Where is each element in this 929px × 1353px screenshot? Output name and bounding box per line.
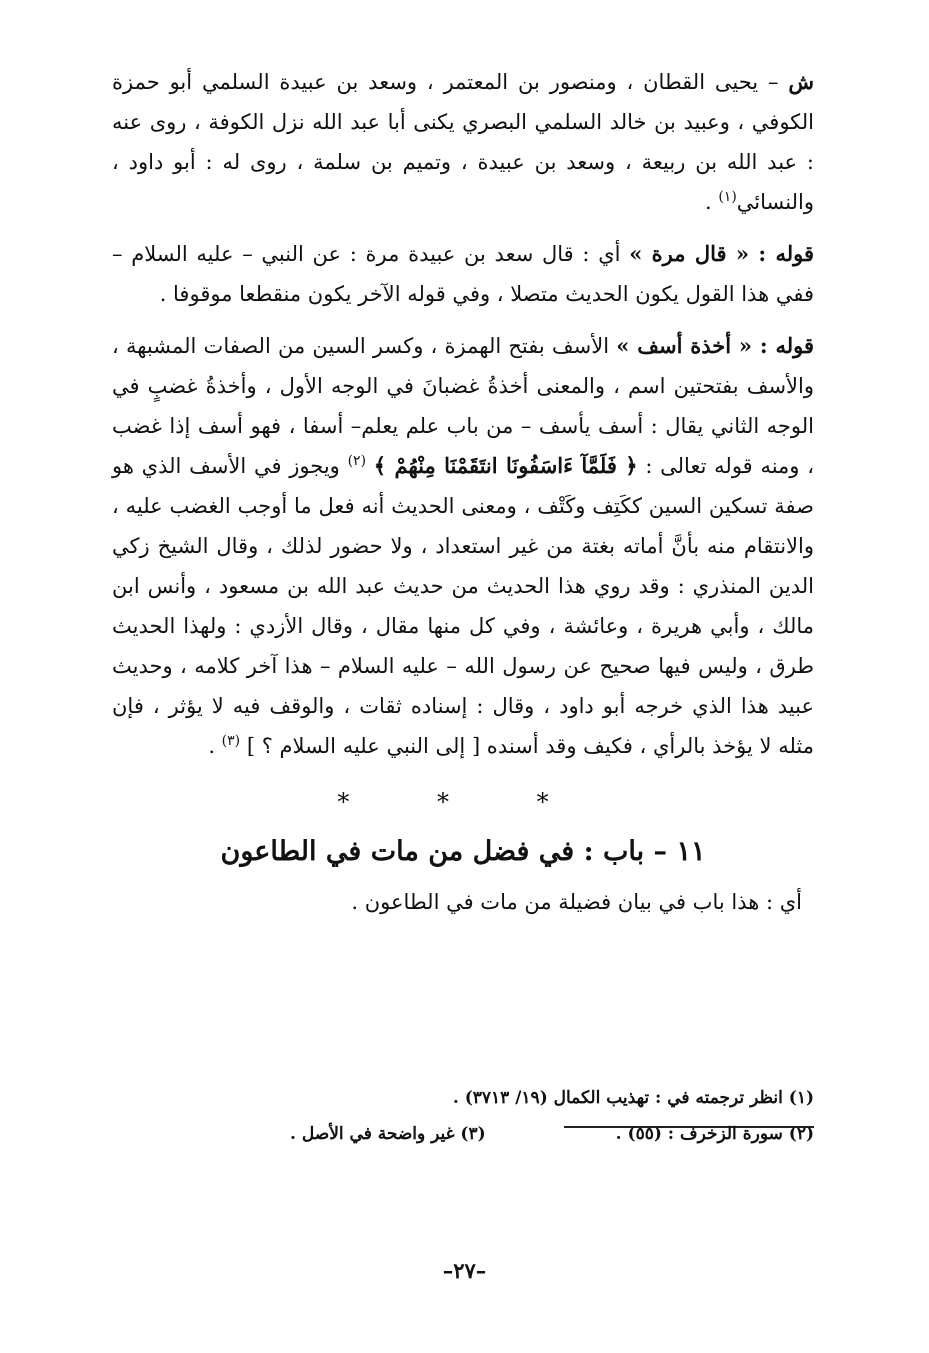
paragraph-2 — [112, 234, 814, 314]
paragraph-3-text-a: الأسف بفتح الهمزة ، وكسر السين من الصفات المشبهة ، والأسف بفتحتين اسم ، والمعنى أخذةُ غضبانَ في الوجه الأول ، وأخذةُ غضبٍ في الوجه الثاني يقال : أسف يأسف – من باب علم يعلم– أسفا ، فهو أسف إذا غضب ، ومنه قوله تعالى : — [112, 334, 814, 478]
paragraph-3-text-b: ويجوز في الأسف الذي هو صفة تسكين السين ككَتِف وكَتْف ، ومعنى الحديث أنه فعل ما أوجب الغضب عليه ، والانتقام منه بأنَّ أماته بغتة من غير استعداد ، ولا حضور لذلك ، وقال الشيخ زكي الدين المنذري : وقد روي هذا الحديث من حديث عبد الله بن مسعود ، وأنس ابن مالك ، وأبي هريرة ، وعائشة ، وفي كل منها مقال ، وقال الأزدي : ولهذا الحديث طرق ، وليس فيها صحيح عن رسول الله – عليه السلام – هذا آخر كلامه ، وحديث عبيد هذا الذي خرجه أبو داود ، وقال : إسناده ثقات ، والوقف فيه لا يؤثر ، فإن مثله لا يؤخذ بالرأي ، فكيف وقد أسنده [ إلى النبي عليه السلام ؟ ] — [112, 454, 814, 758]
footnote-3: (٣) غير واضحة في الأصل . — [290, 1124, 486, 1144]
footnote-1: (١) انظر ترجمته في : تهذيب الكمال (١٩/ ٣٧١٣) . — [452, 1088, 814, 1108]
paragraph-1-lead: ش — [788, 69, 814, 94]
paragraph-2-text: أي : قال سعد بن عبيدة مرة : عن النبي – عليه السلام – ففي هذا القول يكون الحديث متصلا ، وفي قوله الآخر يكون منقطعا موقوفا . — [112, 242, 814, 306]
footnote-row-2 — [112, 1116, 814, 1152]
footnote-2: (٢) سورة الزخرف : (٥٥) . — [615, 1124, 814, 1144]
footnotes — [112, 1080, 814, 1152]
paragraph-3-end: . — [208, 734, 222, 758]
paragraph-1-end: . — [704, 190, 719, 214]
paragraph-3 — [112, 326, 814, 766]
paragraph-3-lead: قوله : « أخذة أسف » — [616, 333, 814, 358]
chapter-title: ١١ – باب : في فضل من مات في الطاعون — [220, 836, 706, 867]
chapter-subtitle: أي : هذا باب في بيان فضيلة من مات في الطاعون . — [351, 890, 802, 914]
quran-verse: ﴿ فَلَمَّآ ءَاسَفُونَا انتَقَمْنَا مِنْهُمْ ﴾ — [373, 453, 638, 478]
footnote-ref-1: (١) — [718, 189, 737, 205]
footnote-ref-2: (٢) — [347, 453, 367, 469]
page-body — [112, 62, 814, 922]
paragraph-1-text: – يحيى القطان ، ومنصور بن المعتمر ، وسعد بن عبيدة السلمي أبو حمزة الكوفي ، وعبيد بن خالد السلمي البصري يكنى أبا عبد الله نزل الكوفة ، روى عنه : عبد الله بن ربيعة ، وسعد بن عبيدة ، وتميم بن سلمة ، روى له : أبو داود ، والنسائي — [112, 70, 814, 214]
footnote-ref-3: (٣) — [221, 733, 241, 749]
paragraph-2-lead: قوله : « قال مرة » — [629, 241, 814, 266]
paragraph-1 — [112, 62, 814, 222]
section-separator: * * * — [337, 788, 589, 816]
page-number: –٢٧– — [442, 1258, 487, 1283]
